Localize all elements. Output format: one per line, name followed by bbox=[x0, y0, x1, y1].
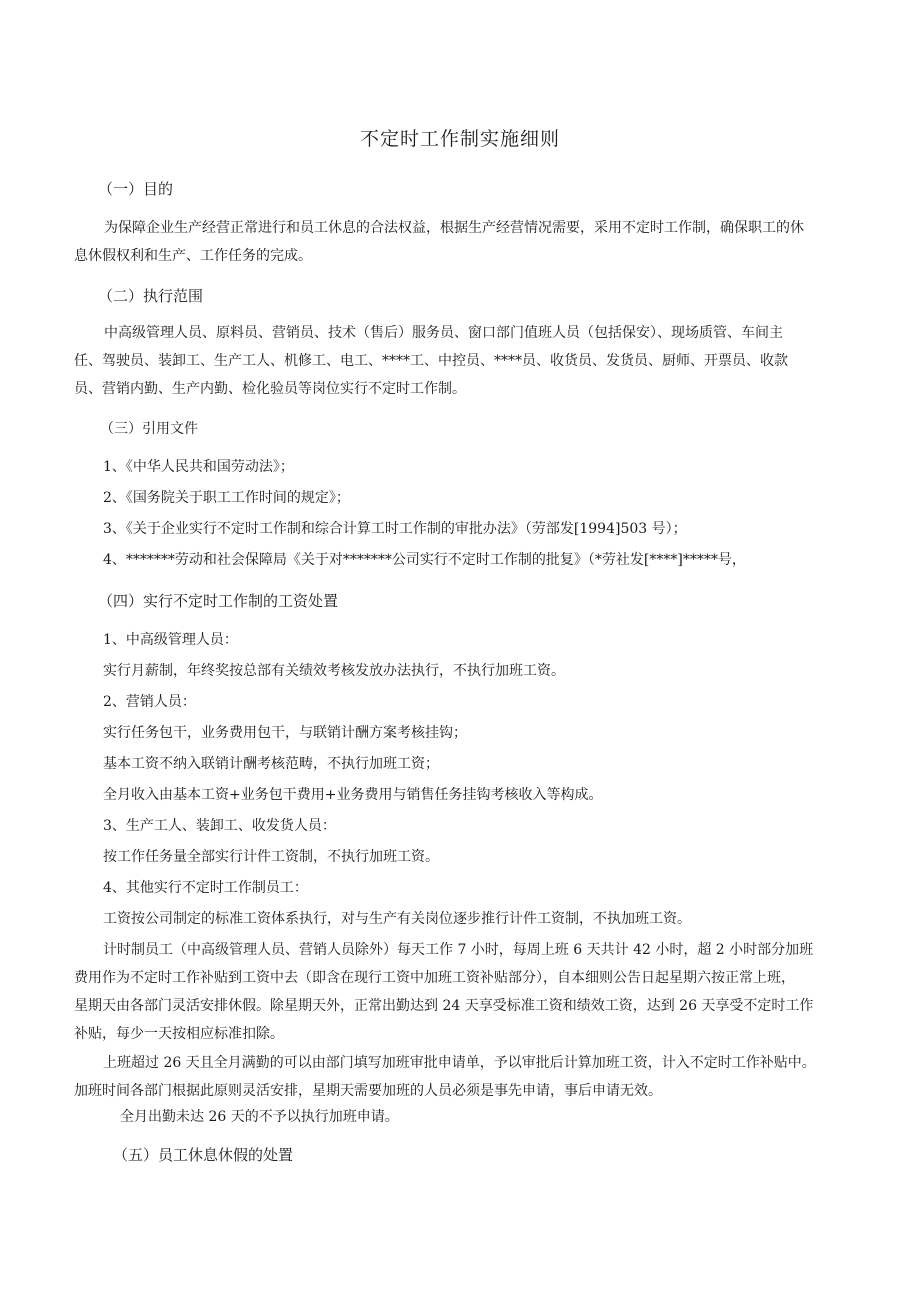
section-4-line: 实行月薪制，年终奖按总部有关绩效考核发放办法执行，不执行加班工资。 bbox=[103, 663, 565, 679]
reference-item: 1、《中华人民共和国劳动法》； bbox=[103, 459, 294, 475]
reference-item: 4、*******劳动和社会保障局《关于对*******公司实行不定时工作制的批复》（*劳社发[****]*****号， bbox=[103, 552, 746, 568]
section-4-line: 全月收入由基本工资+业务包干费用+业务费用与销售任务挂钩考核收入等构成。 bbox=[103, 787, 603, 803]
section-4-line: 2、营销人员： bbox=[103, 694, 196, 710]
section-4-line: 基本工资不纳入联销计酬考核范畴，不执行加班工资； bbox=[103, 756, 439, 772]
section-1-heading: （一）目的 bbox=[98, 180, 174, 198]
section-4-heading: （四）实行不定时工作制的工资处置 bbox=[98, 592, 339, 610]
section-5-heading: （五）员工休息休假的处置 bbox=[113, 1146, 294, 1164]
hours-paragraph-line: 星期天由各部门灵活安排休假。除星期天外，正常出勤达到 24 天享受标准工资和绩效工资，达到 26 天享受不定时工作 bbox=[74, 998, 814, 1014]
section-4-line: 实行任务包干，业务费用包干，与联销计酬方案考核挂钩； bbox=[103, 725, 467, 741]
overtime-paragraph-line: 上班超过 26 天且全月满勤的可以由部门填写加班审批申请单，予以审批后计算加班工资，计入不定时工作补贴中。 bbox=[103, 1055, 816, 1071]
document-title: 不定时工作制实施细则 bbox=[359, 128, 560, 150]
section-4-line: 1、中高级管理人员： bbox=[103, 632, 238, 648]
overtime-paragraph-line: 加班时间各部门根据此原则灵活安排，星期天需要加班的人员必须是事先申请，事后申请无效。 bbox=[74, 1083, 662, 1099]
hours-paragraph-line: 计时制员工（中高级管理人员、营销人员除外）每天工作 7 小时，每周上班 6 天共计 42 小时，超 2 小时部分加班 bbox=[103, 942, 814, 958]
hours-paragraph-line: 费用作为不定时工作补贴到工资中去（即含在现行工资中加班工资补贴部分），自本细则公告日起星期六按正常上班， bbox=[74, 970, 795, 986]
section-2-paragraph-line: 员、营销内勤、生产内勤、检化验员等岗位实行不定时工作制。 bbox=[74, 381, 466, 397]
section-1-paragraph-line: 为保障企业生产经营正常进行和员工休息的合法权益，根据生产经营情况需要，采用不定时工作制，确保职工的休 bbox=[104, 220, 804, 236]
reference-item: 2、《国务院关于职工工作时间的规定》； bbox=[103, 490, 350, 506]
section-4-line: 4、其他实行不定时工作制员工： bbox=[103, 880, 308, 896]
section-2-paragraph-line: 中高级管理人员、原料员、营销员、技术（售后）服务员、窗口部门值班人员（包括保安）、现场质管、车间主 bbox=[104, 325, 783, 341]
hours-paragraph-line: 补贴，每少一天按相应标准扣除。 bbox=[74, 1026, 284, 1042]
section-4-line: 工资按公司制定的标准工资体系执行，对与生产有关岗位逐步推行计件工资制，不执加班工资。 bbox=[103, 911, 691, 927]
section-2-paragraph-line: 任、驾驶员、装卸工、生产工人、机修工、电工、****工、中控员、****员、收货员、发货员、厨师、开票员、收款 bbox=[74, 353, 788, 369]
section-1-paragraph-line: 息休假权利和生产、工作任务的完成。 bbox=[74, 248, 312, 264]
section-2-heading: （二）执行范围 bbox=[98, 287, 204, 305]
absence-paragraph: 全月出勤未达 26 天的不予以执行加班申请。 bbox=[120, 1109, 399, 1125]
section-4-line: 3、生产工人、装卸工、收发货人员： bbox=[103, 818, 336, 834]
section-4-line: 按工作任务量全部实行计件工资制，不执行加班工资。 bbox=[103, 849, 439, 865]
reference-item: 3、《关于企业实行不定时工作制和综合计算工时工作制的审批办法》（劳部发[1994]503 号）； bbox=[103, 521, 687, 537]
section-3-heading: （三）引用文件 bbox=[100, 421, 198, 437]
